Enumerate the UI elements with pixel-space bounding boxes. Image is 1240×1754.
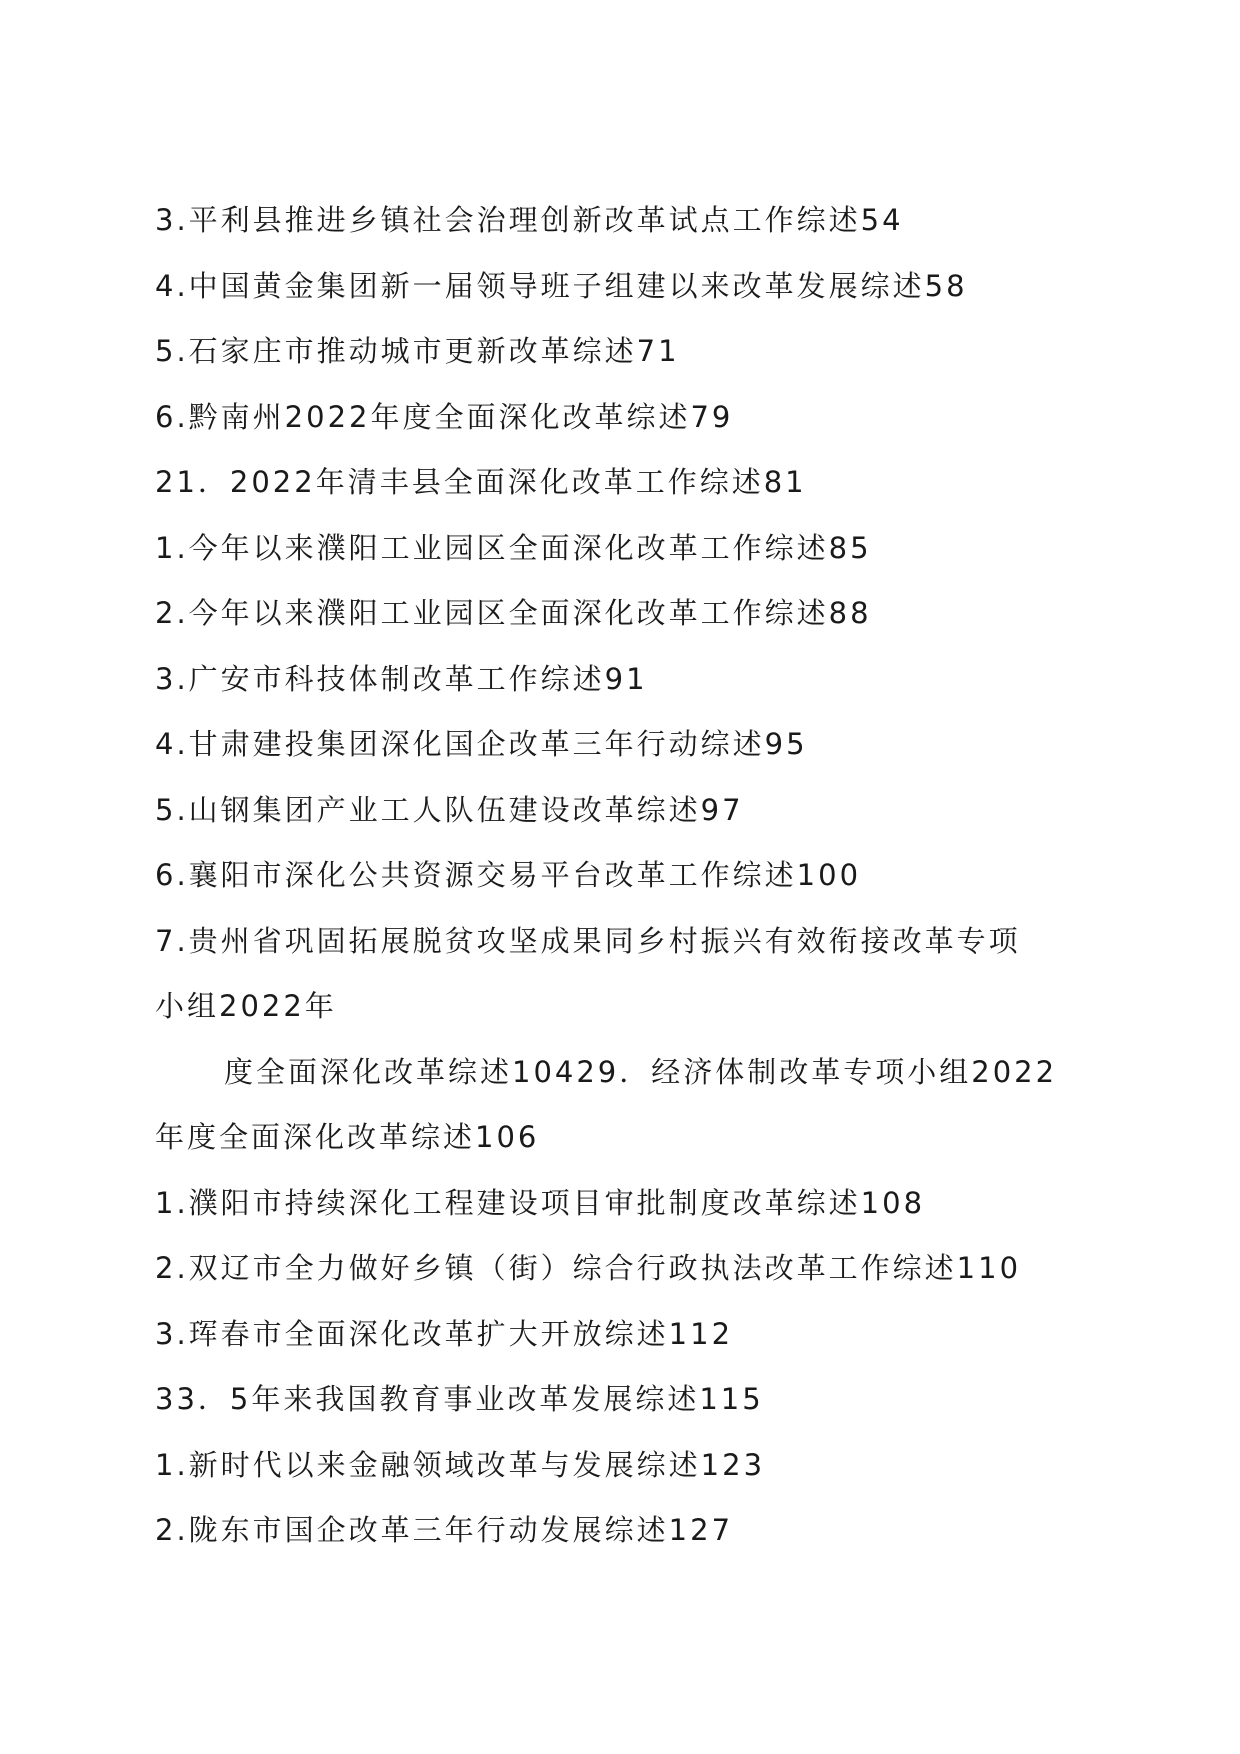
toc-entry: 33．5年来我国教育事业改革发展综述115 — [155, 1382, 764, 1416]
toc-entry-indented: 度全面深化改革综述10429．经济体制改革专项小组2022 — [224, 1054, 1058, 1089]
toc-entry: 21．2022年清丰县全面深化改革工作综述81 — [155, 465, 807, 499]
toc-entry-continuation: 小组2022年 — [155, 989, 337, 1023]
toc-entry: 4.甘肃建投集团深化国企改革三年行动综述95 — [155, 727, 808, 761]
toc-entry: 1.濮阳市持续深化工程建设项目审批制度改革综述108 — [155, 1185, 926, 1220]
table-of-contents — [155, 188, 1090, 1564]
toc-entry-continuation: 年度全面深化改革综述106 — [155, 1120, 540, 1154]
toc-entry: 2.陇东市国企改革三年行动发展综述127 — [155, 1513, 734, 1547]
toc-entry: 1.今年以来濮阳工业园区全面深化改革工作综述85 — [155, 530, 872, 565]
toc-entry: 7.贵州省巩固拓展脱贫攻坚成果同乡村振兴有效衔接改革专项 — [155, 923, 1021, 958]
toc-entry: 5.山钢集团产业工人队伍建设改革综述97 — [155, 792, 744, 827]
toc-entry: 6.黔南州2022年度全面深化改革综述79 — [155, 399, 734, 434]
toc-entry: 3.平利县推进乡镇社会治理创新改革试点工作综述54 — [155, 203, 904, 237]
toc-entry: 4.中国黄金集团新一届领导班子组建以来改革发展综述58 — [155, 268, 968, 303]
toc-entry: 2.双辽市全力做好乡镇（街）综合行政执法改革工作综述110 — [155, 1251, 1022, 1285]
toc-entry: 2.今年以来濮阳工业园区全面深化改革工作综述88 — [155, 596, 872, 630]
toc-entry: 6.襄阳市深化公共资源交易平台改革工作综述100 — [155, 858, 862, 892]
toc-entry: 5.石家庄市推动城市更新改革综述71 — [155, 334, 680, 368]
toc-entry: 3.珲春市全面深化改革扩大开放综述112 — [155, 1316, 734, 1351]
toc-entry: 3.广安市科技体制改革工作综述91 — [155, 661, 648, 696]
toc-entry: 1.新时代以来金融领域改革与发展综述123 — [155, 1447, 766, 1482]
